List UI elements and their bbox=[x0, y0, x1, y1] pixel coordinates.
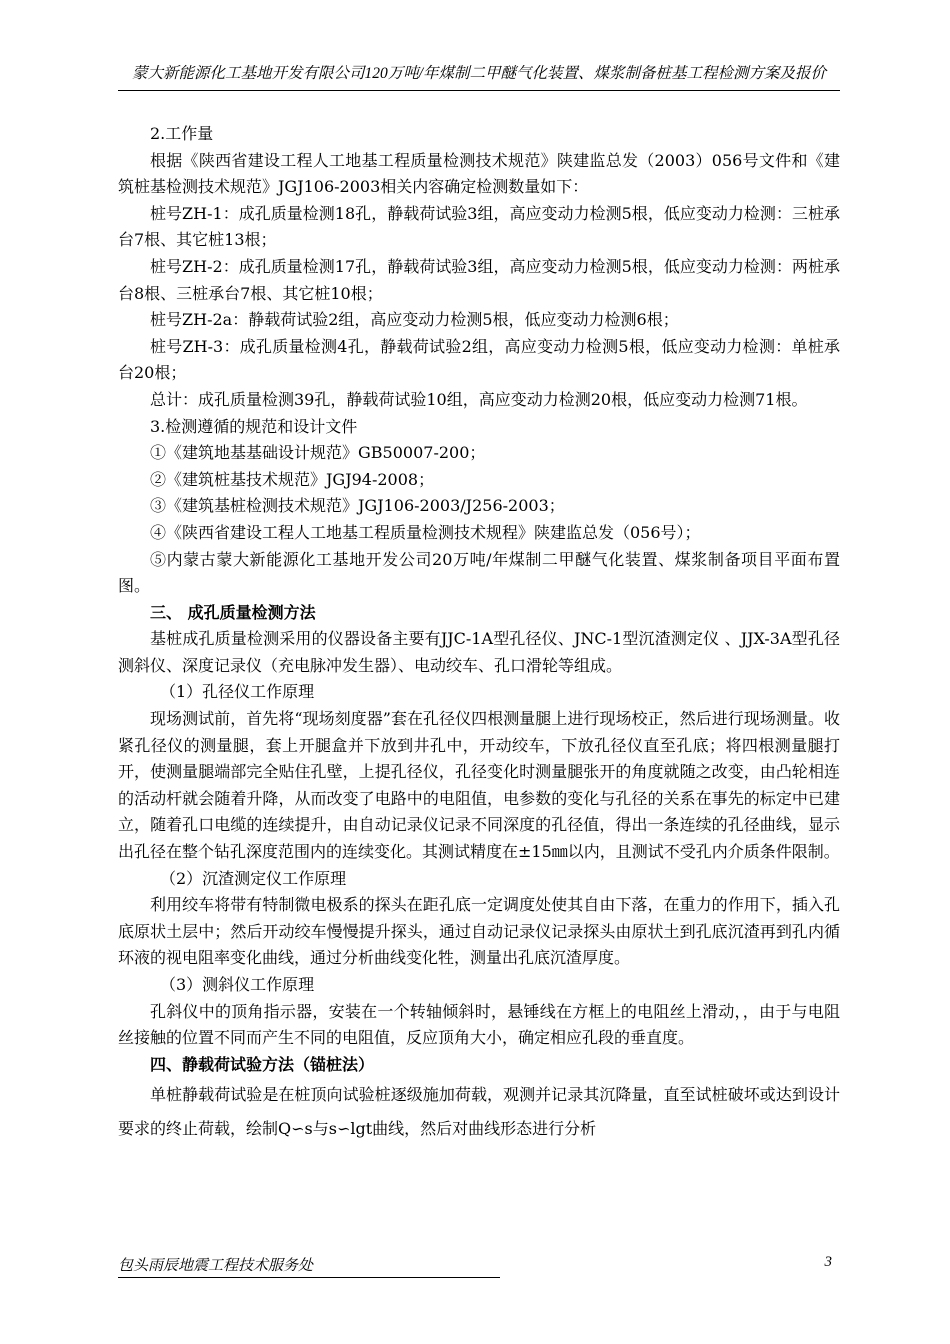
subheading-inclinometer: （3）测斜仪工作原理 bbox=[160, 975, 315, 994]
paragraph-zh3: 桩号ZH-3：成孔质量检测4孔，静载荷试验2组，高应变动力检测5根，低应变动力检测：单桩承台20根； bbox=[118, 336, 840, 383]
paragraph-static-load: 单桩静载荷试验是在桩顶向试验桩逐级施加荷载，观测并记录其沉降量，直至试桩破坏或达到设计要求的终止荷载，绘制Q∽s与s∽lgt曲线，然后对曲线形态进行分析 bbox=[118, 1085, 840, 1139]
standard-item-2: ②《建筑桩基技术规范》JGJ94-2008； bbox=[150, 469, 435, 489]
paragraph-zh1: 桩号ZH-1：成孔质量检测18孔，静载荷试验3组，高应变动力检测5根，低应变动力检测：三桩承台7根、其它桩13根； bbox=[118, 203, 840, 250]
paragraph-zh2a: 桩号ZH-2a：静载荷试验2组，高应变动力检测5根，低应变动力检测6根； bbox=[150, 310, 679, 330]
paragraph-sediment: 利用绞车将带有特制微电极系的探头在距孔底一定调度处使其自由下落，在重力的作用下，插入孔底原状土层中；然后开动绞车慢慢提升探头，通过自动记录仪记录探头由原状土到孔底沉渣再到孔内循环液的视电阻率变化曲线，通过分析曲线变化牲，测量出孔底沉渣厚度。 bbox=[118, 895, 840, 968]
paragraph-caliper: 现场测试前，首先将“现场刻度器”套在孔径仪四根测量腿上进行现场校正，然后进行现场测量。收紧孔径仪的测量腿，套上开腿盒并下放到井孔中，开动绞车，下放孔径仪直至孔底；将四根测量腿打开，使测量腿端部完全贴住孔壁，上提孔径仪，孔径变化时测量腿张开的角度就随之改变，由凸轮相连的活动杆就会随着升降，从而改变了电路中的电阻值，电参数的变化与孔径的关系在事先的标定中已建立，随着孔口电缆的连续提升，由自动记录仪记录不同深度的孔径值，得出一条连续的孔径曲线，显示出孔径在整个钻孔深度范围内的连续变化。其测试精度在±15㎜以内，且测试不受孔内介质条件限制。 bbox=[118, 709, 840, 862]
subheading-sediment: （2）沉渣测定仪工作原理 bbox=[160, 868, 347, 888]
page-header: 蒙大新能源化工基地开发有限公司120万吨/年煤制二甲醚气化装置、煤浆制备桩基工程检测方案及报价 bbox=[118, 64, 840, 91]
standard-item-5: ⑤内蒙古蒙大新能源化工基地开发公司20万吨/年煤制二甲醚气化装置、煤浆制备项目平面布置图。 bbox=[118, 549, 840, 596]
paragraph-zh2: 桩号ZH-2：成孔质量检测17孔，静载荷试验3组，高应变动力检测5根，低应变动力检测：两桩承台8根、三桩承台7根、其它桩10根； bbox=[118, 256, 840, 303]
page-number: 3 bbox=[824, 1254, 832, 1270]
footer-organization: 包头雨辰地震工程技术服务处 bbox=[118, 1254, 500, 1278]
standard-item-1: ①《建筑地基基础设计规范》GB50007-200； bbox=[150, 443, 486, 463]
page-footer bbox=[118, 1254, 840, 1276]
paragraph-equipment: 基桩成孔质量检测采用的仪器设备主要有JJC-1A型孔径仪、JNC-1型沉渣测定仪 、JJX-3A型孔径测斜仪、深度记录仪（充电脉冲发生器）、电动绞车、孔口滑轮等组成。 bbox=[118, 629, 840, 675]
document-body bbox=[118, 121, 840, 1146]
standard-item-4: ④《陕西省建设工程人工地基工程质量检测技术规程》陕建监总发（056号）； bbox=[150, 522, 701, 542]
subheading-caliper: （1）孔径仪工作原理 bbox=[160, 682, 315, 702]
section-heading-workload: 2.工作量 bbox=[150, 124, 214, 143]
paragraph-inclinometer: 孔斜仪中的顶角指示器，安装在一个转轴倾斜时，悬锤线在方框上的电阻丝上滑动，，由于与电阻丝接触的位置不同而产生不同的电阻值，反应顶角大小，确定相应孔段的垂直度。 bbox=[118, 1001, 840, 1048]
paragraph-total: 总计：成孔质量检测39孔，静载荷试验10组，高应变动力检测20根，低应变动力检测71根。 bbox=[150, 389, 808, 409]
section-heading-hole-quality: 三、 成孔质量检测方法 bbox=[150, 602, 316, 622]
section-heading-standards: 3.检测遵循的规范和设计文件 bbox=[150, 416, 358, 436]
paragraph-basis: 根据《陕西省建设工程人工地基工程质量检测技术规范》陕建监总发（2003）056号文件和《建筑桩基检测技术规范》JGJ106-2003相关内容确定检测数量如下： bbox=[118, 150, 840, 197]
section-heading-static-load: 四、静载荷试验方法（锚桩法） bbox=[150, 1054, 375, 1074]
standard-item-3: ③《建筑基桩检测技术规范》JGJ106-2003/J256-2003； bbox=[150, 496, 565, 516]
